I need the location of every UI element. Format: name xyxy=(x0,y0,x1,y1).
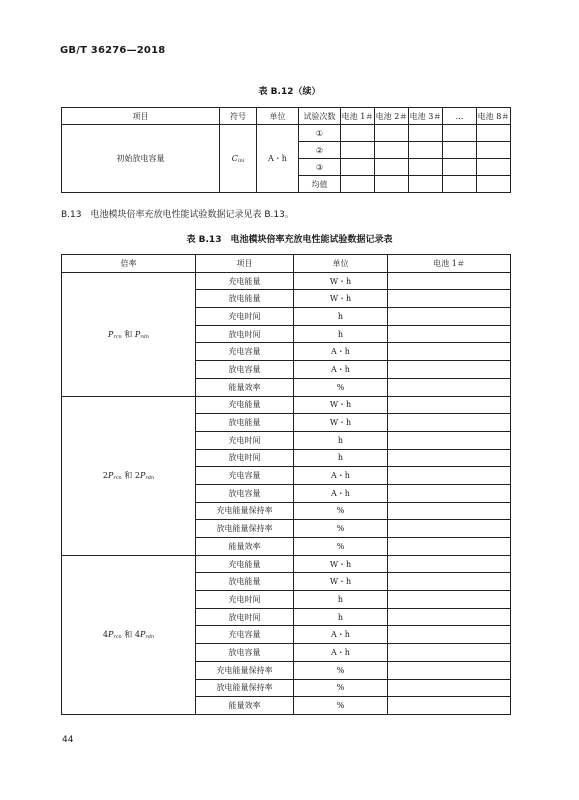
table-b12-caption: 表 B.12（续） xyxy=(258,87,321,97)
data-cell[interactable] xyxy=(409,125,443,142)
data-cell[interactable] xyxy=(388,626,511,644)
unit-cell: % xyxy=(294,697,388,715)
item-cell: 放电能量保持率 xyxy=(196,679,294,697)
data-cell[interactable] xyxy=(388,591,511,609)
rate-symbol: P xyxy=(139,471,146,481)
data-cell[interactable] xyxy=(388,272,511,290)
data-cell[interactable] xyxy=(375,125,409,142)
item-cell: 充电能量 xyxy=(196,272,294,290)
item-cell: 放电容量 xyxy=(196,644,294,662)
data-cell[interactable] xyxy=(477,142,511,159)
unit-cell: W・h xyxy=(294,396,388,414)
symbol-main: C xyxy=(231,153,238,163)
unit-cell: % xyxy=(294,520,388,538)
item-cell: 充电能量保持率 xyxy=(196,502,294,520)
unit-cell: h xyxy=(294,431,388,449)
rate-symbol: P xyxy=(107,630,114,640)
data-cell[interactable] xyxy=(388,396,511,414)
data-cell[interactable] xyxy=(477,159,511,176)
rate-symbol: P xyxy=(139,630,146,640)
item-cell: 放电容量 xyxy=(196,484,294,502)
data-cell[interactable] xyxy=(477,176,511,193)
rate-subscript: rdn xyxy=(140,333,150,340)
standard-code: GB/T 36276—2018 xyxy=(60,45,166,56)
data-cell[interactable] xyxy=(409,159,443,176)
trial-cell: ① xyxy=(299,125,341,142)
unit-cell: h xyxy=(294,308,388,326)
unit-cell: h xyxy=(294,449,388,467)
rate-prefix: 4 xyxy=(102,630,108,640)
data-cell[interactable] xyxy=(388,343,511,361)
data-cell[interactable] xyxy=(375,176,409,193)
item-cell: 能量效率 xyxy=(196,538,294,556)
col-header: 电池 3＃ xyxy=(409,108,443,125)
unit-cell: W・h xyxy=(294,272,388,290)
rate-symbol: P xyxy=(134,329,141,339)
data-cell[interactable] xyxy=(388,697,511,715)
unit-cell: % xyxy=(294,661,388,679)
table-b12 xyxy=(61,107,511,193)
col-header: 单位 xyxy=(257,108,299,125)
table-b13 xyxy=(61,254,511,715)
data-cell[interactable] xyxy=(443,159,477,176)
table-row xyxy=(62,555,511,573)
item-cell: 充电时间 xyxy=(196,591,294,609)
table-b13-caption: 表 B.13 电池模块倍率充放电性能试验数据记录表 xyxy=(186,235,393,245)
data-cell[interactable] xyxy=(388,555,511,573)
rate-symbol: P xyxy=(107,471,114,481)
rate-subscript: rcn xyxy=(113,475,122,482)
unit-cell: % xyxy=(294,679,388,697)
data-cell[interactable] xyxy=(477,125,511,142)
trial-cell: 均值 xyxy=(299,176,341,193)
table-row xyxy=(62,396,511,414)
data-cell[interactable] xyxy=(388,573,511,591)
data-cell[interactable] xyxy=(443,142,477,159)
unit-cell: A・h xyxy=(294,644,388,662)
rate-prefix: 2 xyxy=(102,471,108,481)
unit-cell: % xyxy=(294,502,388,520)
item-cell: 放电能量 xyxy=(196,290,294,308)
unit-cell: % xyxy=(294,378,388,396)
data-cell[interactable] xyxy=(409,176,443,193)
rate-cell xyxy=(62,272,196,396)
data-cell[interactable] xyxy=(341,159,375,176)
item-cell: 能量效率 xyxy=(196,697,294,715)
rate-symbol: P xyxy=(107,329,114,339)
data-cell[interactable] xyxy=(388,414,511,432)
item-cell: 放电容量 xyxy=(196,361,294,379)
col-header: … xyxy=(443,108,477,125)
col-header: 符号 xyxy=(220,108,257,125)
unit-cell: A・h xyxy=(257,125,299,193)
data-cell[interactable] xyxy=(443,176,477,193)
table-b13-header-row xyxy=(62,255,511,273)
unit-cell: h xyxy=(294,325,388,343)
data-cell[interactable] xyxy=(388,308,511,326)
data-cell[interactable] xyxy=(388,325,511,343)
data-cell[interactable] xyxy=(388,378,511,396)
data-cell[interactable] xyxy=(341,142,375,159)
item-cell: 放电时间 xyxy=(196,325,294,343)
item-cell: 能量效率 xyxy=(196,378,294,396)
data-cell[interactable] xyxy=(388,502,511,520)
item-cell: 放电时间 xyxy=(196,449,294,467)
data-cell[interactable] xyxy=(388,449,511,467)
unit-cell: % xyxy=(294,538,388,556)
data-cell[interactable] xyxy=(341,176,375,193)
rate-cell xyxy=(62,555,196,714)
data-cell[interactable] xyxy=(388,661,511,679)
data-cell[interactable] xyxy=(388,679,511,697)
data-cell[interactable] xyxy=(388,538,511,556)
data-cell[interactable] xyxy=(388,290,511,308)
col-header: 项目 xyxy=(62,108,220,125)
trial-cell: ③ xyxy=(299,159,341,176)
data-cell[interactable] xyxy=(388,431,511,449)
table-row xyxy=(62,272,511,290)
item-cell: 充电时间 xyxy=(196,308,294,326)
item-cell: 充电容量 xyxy=(196,467,294,485)
rate-subscript: rdn xyxy=(145,634,155,641)
unit-cell: W・h xyxy=(294,290,388,308)
item-cell: 充电能量 xyxy=(196,555,294,573)
item-cell: 充电容量 xyxy=(196,343,294,361)
rate-cell xyxy=(62,396,196,555)
unit-cell: h xyxy=(294,591,388,609)
item-cell: 充电容量 xyxy=(196,626,294,644)
item-cell: 放电时间 xyxy=(196,608,294,626)
col-header: 电池 1＃ xyxy=(388,255,511,273)
col-header: 电池 1＃ xyxy=(341,108,375,125)
data-cell[interactable] xyxy=(388,467,511,485)
col-header: 电池 2＃ xyxy=(375,108,409,125)
col-header: 试验次数 xyxy=(299,108,341,125)
symbol-sub: ini xyxy=(237,157,245,164)
data-cell[interactable] xyxy=(409,142,443,159)
section-note: B.13 电池模块倍率充放电性能试验数据记录见表 B.13。 xyxy=(61,210,294,220)
unit-cell: A・h xyxy=(294,467,388,485)
unit-cell: A・h xyxy=(294,626,388,644)
unit-cell: A・h xyxy=(294,484,388,502)
data-cell[interactable] xyxy=(388,361,511,379)
rate-subscript: rdn xyxy=(145,475,155,482)
data-cell[interactable] xyxy=(375,159,409,176)
item-cell: 充电时间 xyxy=(196,431,294,449)
symbol-cell xyxy=(220,125,257,193)
item-cell: 放电能量 xyxy=(196,414,294,432)
trial-cell: ② xyxy=(299,142,341,159)
rate-connector: 和 xyxy=(121,329,135,339)
unit-cell: W・h xyxy=(294,414,388,432)
unit-cell: W・h xyxy=(294,573,388,591)
rate-connector: 和 4 xyxy=(121,630,140,640)
col-header: 电池 8＃ xyxy=(477,108,511,125)
col-header: 倍率 xyxy=(62,255,196,273)
data-cell[interactable] xyxy=(443,125,477,142)
unit-cell: A・h xyxy=(294,361,388,379)
item-cell: 充电能量保持率 xyxy=(196,661,294,679)
item-cell: 放电能量 xyxy=(196,573,294,591)
data-cell[interactable] xyxy=(388,484,511,502)
item-cell: 充电能量 xyxy=(196,396,294,414)
col-header: 项目 xyxy=(196,255,294,273)
col-header: 单位 xyxy=(294,255,388,273)
table-row xyxy=(62,125,511,142)
unit-cell: h xyxy=(294,608,388,626)
data-cell[interactable] xyxy=(388,608,511,626)
data-cell[interactable] xyxy=(375,142,409,159)
item-cell: 放电能量保持率 xyxy=(196,520,294,538)
data-cell[interactable] xyxy=(388,520,511,538)
rate-connector: 和 2 xyxy=(121,471,140,481)
page-number: 44 xyxy=(62,735,74,745)
data-cell[interactable] xyxy=(388,644,511,662)
row-item: 初始放电容量 xyxy=(62,125,220,193)
data-cell[interactable] xyxy=(341,125,375,142)
unit-cell: W・h xyxy=(294,555,388,573)
rate-subscript: rcn xyxy=(113,333,122,340)
rate-subscript: rcn xyxy=(113,634,122,641)
unit-cell: A・h xyxy=(294,343,388,361)
table-b12-header-row xyxy=(62,108,511,125)
